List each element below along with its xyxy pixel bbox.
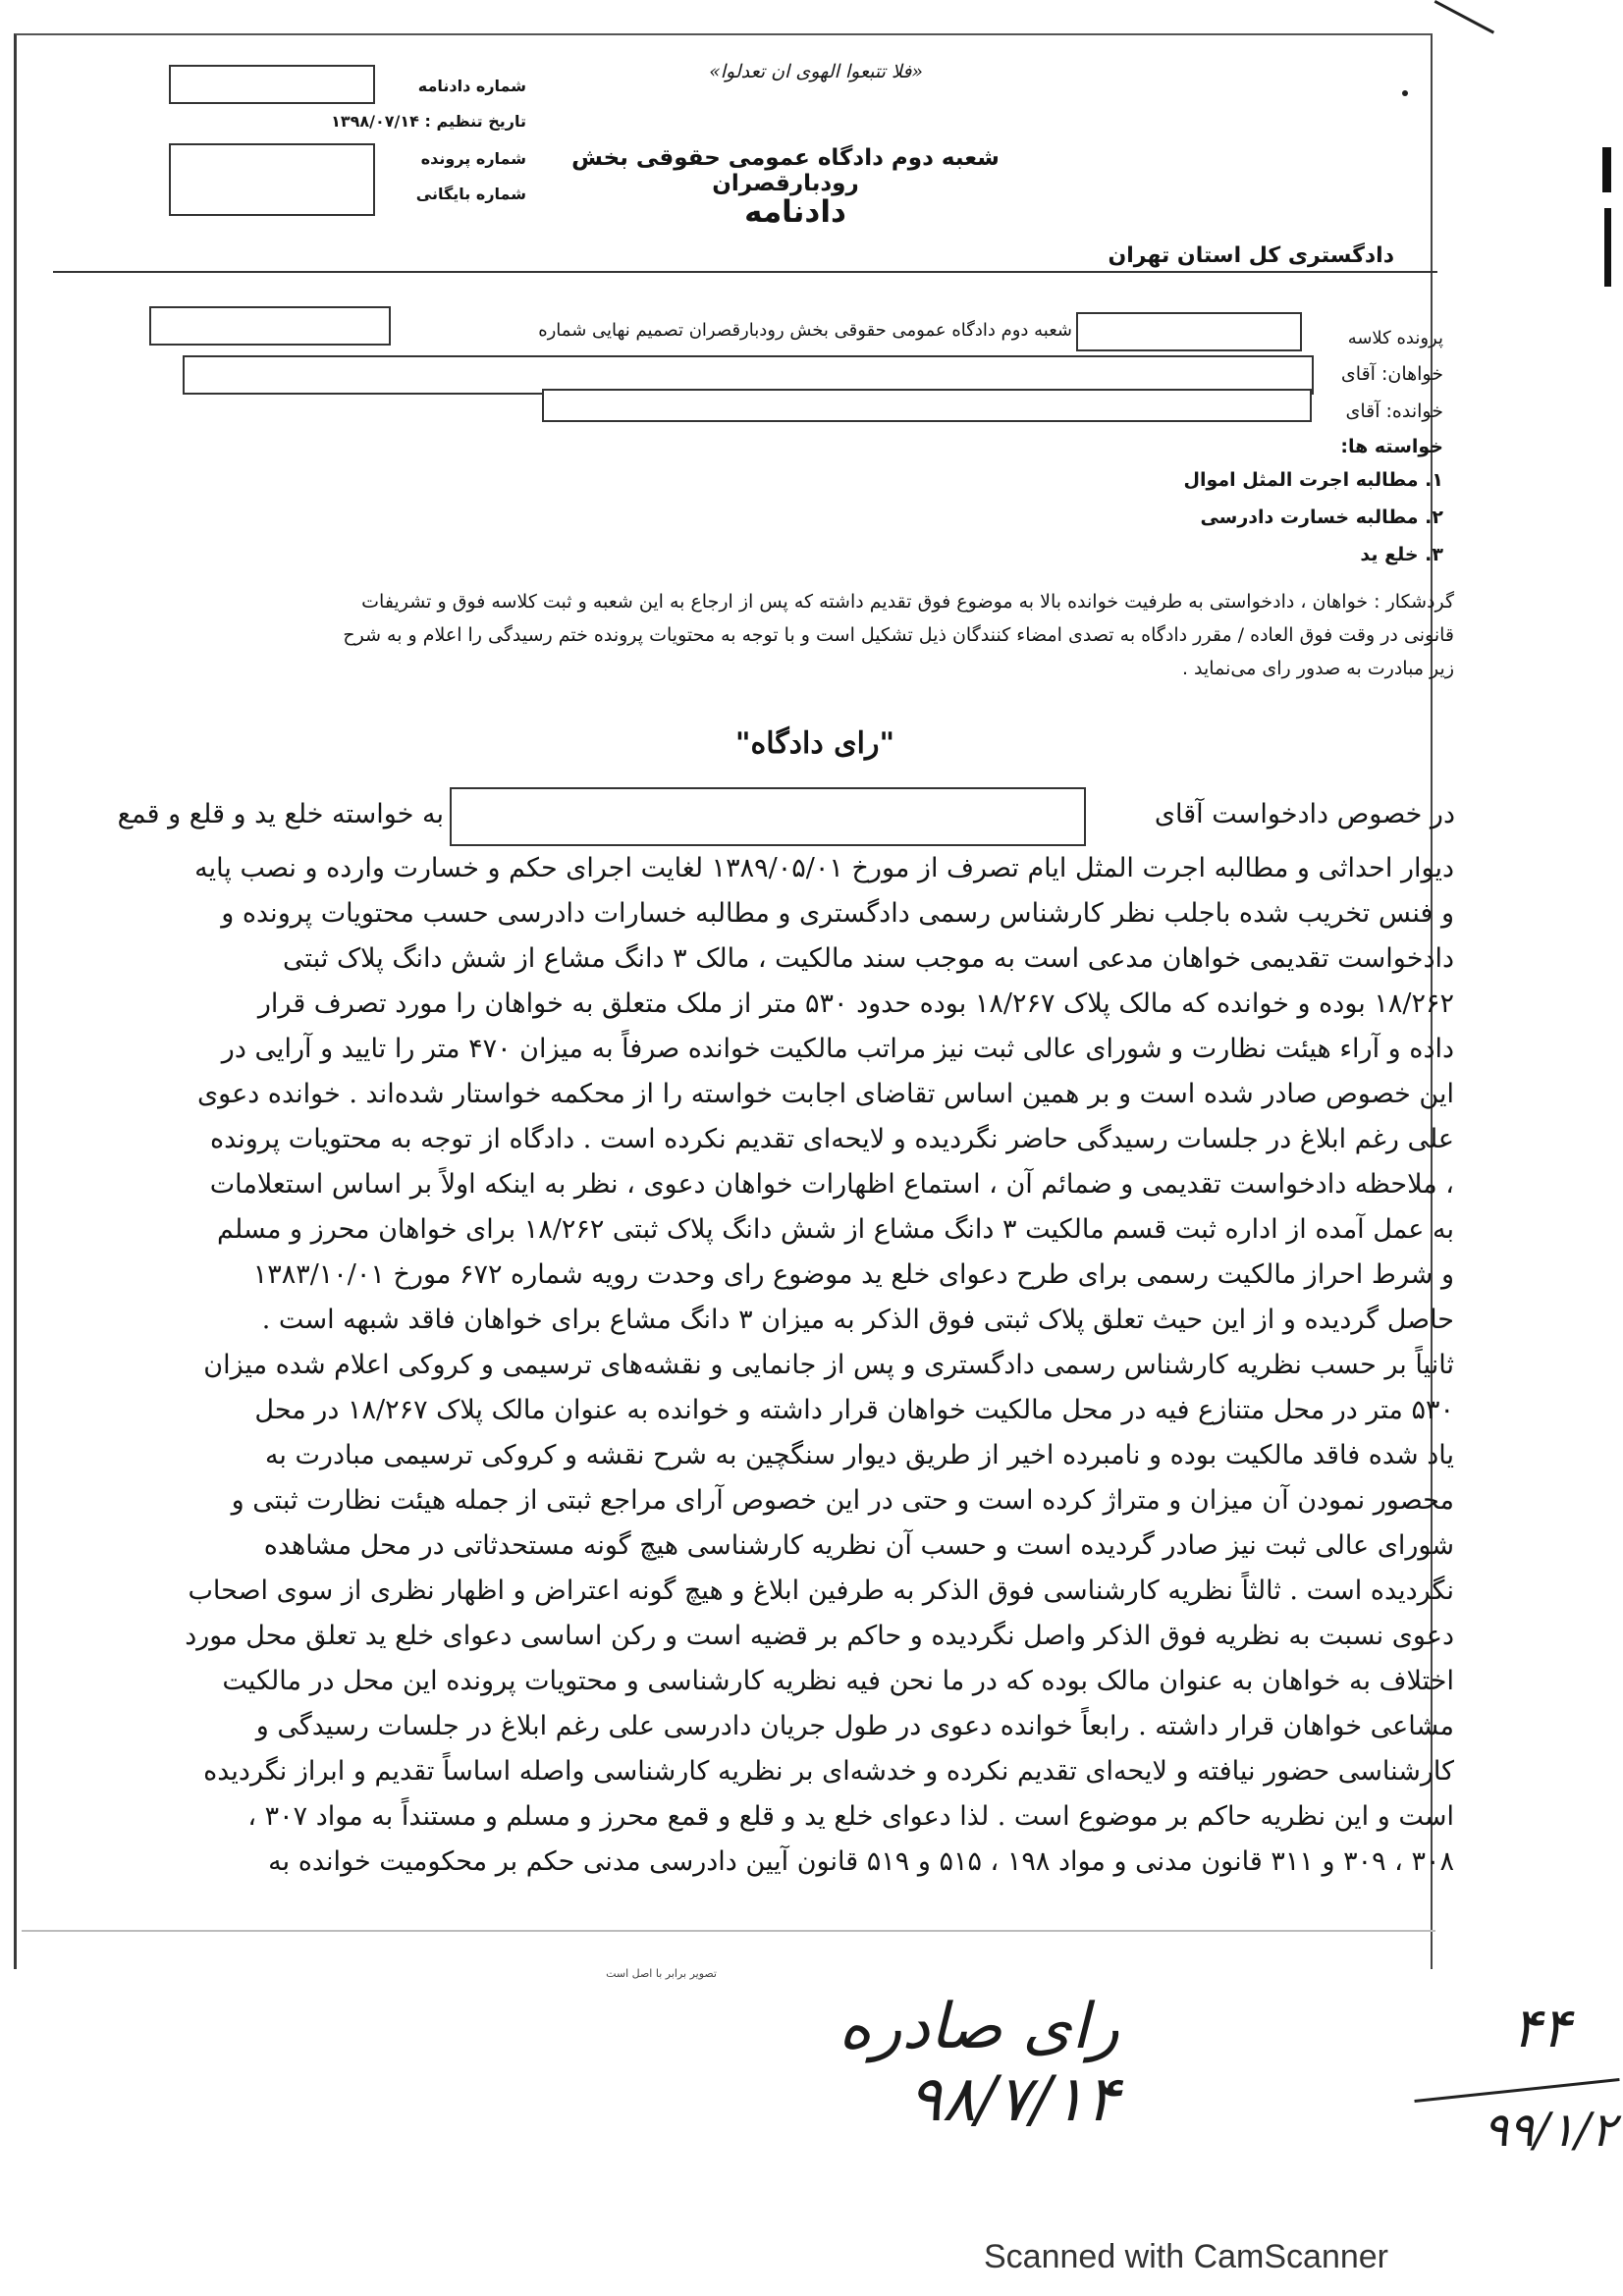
verdict-line: محصور نمودن آن میزان و متراژ کرده است و حتی در این خصوص آرای مراجع ثبتی از جمله هیئت نظارت ثبتی و — [231, 1485, 1454, 1516]
handwritten-corner-number: ۴۴ — [1511, 1997, 1571, 2060]
verdict-line: دعوی نسبت به نظریه فوق الذکر واصل نگردیده و حاکم بر قضیه است و رکن اساسی دعوای خلع ید تعلق محل مورد — [185, 1621, 1454, 1651]
docket-text: شعبه دوم دادگاه عمومی حقوقی بخش رودبارقصران تصمیم نهایی شماره — [538, 320, 1072, 341]
verdict-line: است و این نظریه حاکم بر موضوع است . لذا دعوای خلع ید و قلع و قمع محرز و مسلم و مستنداً به مواد ۳۰۷ ، — [247, 1801, 1454, 1832]
issue-date: تاریخ تنظیم : ۱۳۹۸/۰۷/۱۴ — [331, 112, 526, 131]
scan-edge-mark — [1602, 147, 1611, 192]
docket-number-redacted — [1076, 312, 1302, 351]
certified-copy-stamp: تصویر برابر با اصل است — [606, 1967, 717, 1980]
dadnameh-number-label: شماره دادنامه — [417, 77, 526, 95]
verdict-line: علی رغم ابلاغ در جلسات رسیدگی حاضر نگردیده و لایحه‌ای تقدیم نکرده است . دادگاه از توجه به محتویات پرونده — [209, 1124, 1454, 1154]
claim-item: ۱. مطالبه اجرت المثل اموال — [1183, 469, 1443, 491]
verdict-line: ۵۳۰ متر در محل متنازع فیه در محل مالکیت خواهان قرار داشته و خوانده به عنوان مالک پلاک ۱۸/۲۶۷ در محل — [254, 1395, 1454, 1425]
scanner-watermark: Scanned with CamScanner — [984, 2238, 1389, 2275]
decision-number-redacted — [149, 306, 391, 346]
verdict-line: ، ملاحظه دادخواست تقدیمی و ضمائم آن ، استماع اظهارات خواهان دعوی ، نظر به اینکه اولاً بر اساس استعلامات — [209, 1169, 1454, 1200]
verdict-line: نگردیده است . ثالثاً نظریه کارشناسی فوق الذکر به طرفین ابلاغ و هیچ گونه اعتراض و اظهار نظری از سوی اصحاب — [188, 1575, 1454, 1606]
verdict-line: دادخواست تقدیمی خواهان مدعی است به موجب سند مالکیت ، مالک ۳ دانگ مشاع از شش دانگ پلاک ثبتی — [283, 943, 1454, 974]
footer-divider — [22, 1930, 1435, 1932]
handwritten-note: رای صادره ۹۸/۷/۱۴ — [839, 1991, 1119, 2136]
verdict-line: ثانیاً بر حسب نظریه کارشناس رسمی دادگستری و پس از جانمایی و نقشه‌های ترسیمی و کروکی اعلام شده میزان — [203, 1350, 1454, 1380]
claim-item: ۳. خلع ید — [1360, 544, 1443, 565]
verdict-line: این خصوص صادر شده است و بر همین اساس تقاضای اجابت خواسته را از محکمه خواستار شده‌اند . خوانده دعوی — [197, 1079, 1454, 1109]
verdict-line: ۱۸/۲۶۲ بوده و خوانده که مالک پلاک ۱۸/۲۶۷ بوده حدود ۵۳۰ متر از ملک متعلق به خواهان را مورد تصرف قرار — [257, 988, 1454, 1019]
dot — [1402, 90, 1408, 96]
verdict-line: کارشناسی حضور نیافته و لایحه‌ای تقدیم نکرده و خدشه‌ای بر نظریه کارشناسی واصله اساساً تقدیم و ابراز نگردیده — [203, 1756, 1454, 1787]
verdict-line: داده و آراء هیئت نظارت و شورای عالی ثبت نیز مراتب مالکیت خوانده صرفاً به میزان ۴۷۰ متر را تایید و آرایی در — [221, 1034, 1454, 1064]
verdict-first-end: به خواسته خلع ید و قلع و قمع — [117, 799, 444, 829]
handwritten-corner-date: ۹۹/۱/۲ — [1483, 2103, 1616, 2158]
verdict-line: مشاعی خواهان قرار داشته . رابعاً خوانده دعوی در طول جریان دادرسی علی رغم ابلاغ در جلسات رسیدگی و — [255, 1711, 1454, 1741]
verdict-first-start: در خصوص دادخواست آقای — [1154, 799, 1455, 829]
plaintiff-name-redacted-verdict — [450, 787, 1086, 846]
defendant-label: خوانده: آقای — [1345, 400, 1443, 422]
proceedings-intro — [55, 585, 1454, 685]
archive-number-label: شماره بایگانی — [415, 185, 526, 203]
intro-line: زیر مبادرت به صدور رای می‌نماید . — [1181, 658, 1454, 679]
defendant-name-redacted — [542, 389, 1312, 422]
case-number-label: شماره پرونده — [420, 149, 526, 168]
verdict-line: دیوار احداثی و مطالبه اجرت المثل ایام تصرف از مورخ ۱۳۸۹/۰۵/۰۱ لغایت اجرای حکم و خسارت وارده و نصب پایه — [194, 853, 1454, 883]
verdict-line: و شرط احراز مالکیت رسمی برای طرح دعوای خلع ید موضوع رای وحدت رویه شماره ۶۷۲ مورخ ۱۳۸۳/۱۰/۰۱ — [252, 1259, 1454, 1290]
provincial-court: دادگستری کل استان تهران — [1108, 243, 1394, 268]
header-divider — [53, 271, 1437, 273]
verdict-title: "رای دادگاه" — [734, 726, 895, 761]
handwritten-underline — [1414, 2078, 1619, 2103]
docket-label: پرونده کلاسه — [1347, 328, 1443, 348]
verdict-line: به عمل آمده از اداره ثبت قسم مالکیت ۳ دانگ مشاع از شش دانگ پلاک ثبتی ۱۸/۲۶۲ برای خواهان محرز و مسلم — [217, 1214, 1454, 1245]
bismillah: «فلا تتبعوا الهوی ان تعدلوا» — [709, 61, 923, 82]
document-title: دادنامه — [744, 194, 846, 230]
verdict-line: حاصل گردیده و از این حیث تعلق پلاک ثبتی فوق الذکر به میزان ۳ دانگ مشاع برای خواهان فاقد شبهه است . — [261, 1305, 1454, 1335]
verdict-body — [55, 846, 1454, 1885]
intro-line: قانونی در وقت فوق العاده / مقرر دادگاه به تصدی امضاء کنندگان ذیل تشکیل است و با توجه به محتویات پرونده ختم رسیدگی را اعلام و به شرح — [343, 624, 1454, 646]
plaintiff-label: خواهان: آقای — [1340, 363, 1443, 385]
claim-item: ۲. مطالبه خسارت دادرسی — [1200, 507, 1443, 528]
verdict-line: اختلاف به خواهان به عنوان مالک بوده که در ما نحن فیه نظریه کارشناسی و محتویات پرونده این محل در مالکیت — [222, 1666, 1454, 1696]
verdict-line: ۳۰۸ ، ۳۰۹ و ۳۱۱ قانون مدنی و مواد ۱۹۸ ، ۵۱۵ و ۵۱۹ قانون آیین دادرسی مدنی حکم بر محکومیت خوانده به — [268, 1846, 1454, 1877]
verdict-line: شورای عالی ثبت نیز صادر گردیده است و حسب آن نظریه کارشناسی هیچ گونه مستحدثاتی در محل مشاهده — [263, 1530, 1454, 1561]
dadnameh-number-redacted — [169, 65, 375, 104]
claims-label: خواسته ها: — [1340, 436, 1443, 457]
verdict-line: یاد شده فاقد مالکیت بوده و نامبرده اخیر از طریق دیوار سنگچین به شرح نقشه و کروکی ترسیمی مبادرت به — [264, 1440, 1454, 1470]
intro-line: گردشکار : خواهان ، دادخواستی به طرفیت خوانده بالا به موضوع فوق تقدیم داشته که پس از ارجاع به این شعبه و ثبت کلاسه فوق و تشریفات — [361, 591, 1454, 613]
court-branch: شعبه دوم دادگاه عمومی حقوقی بخش رودبارقصران — [571, 145, 1000, 196]
scan-edge-mark — [1434, 0, 1494, 34]
case-number-redacted — [169, 143, 375, 216]
scan-edge-mark — [1604, 208, 1611, 287]
verdict-line: و فنس تخریب شده باجلب نظر کارشناس رسمی دادگستری و مطالبه خسارات دادرسی حسب محتویات پرونده و — [221, 898, 1454, 929]
